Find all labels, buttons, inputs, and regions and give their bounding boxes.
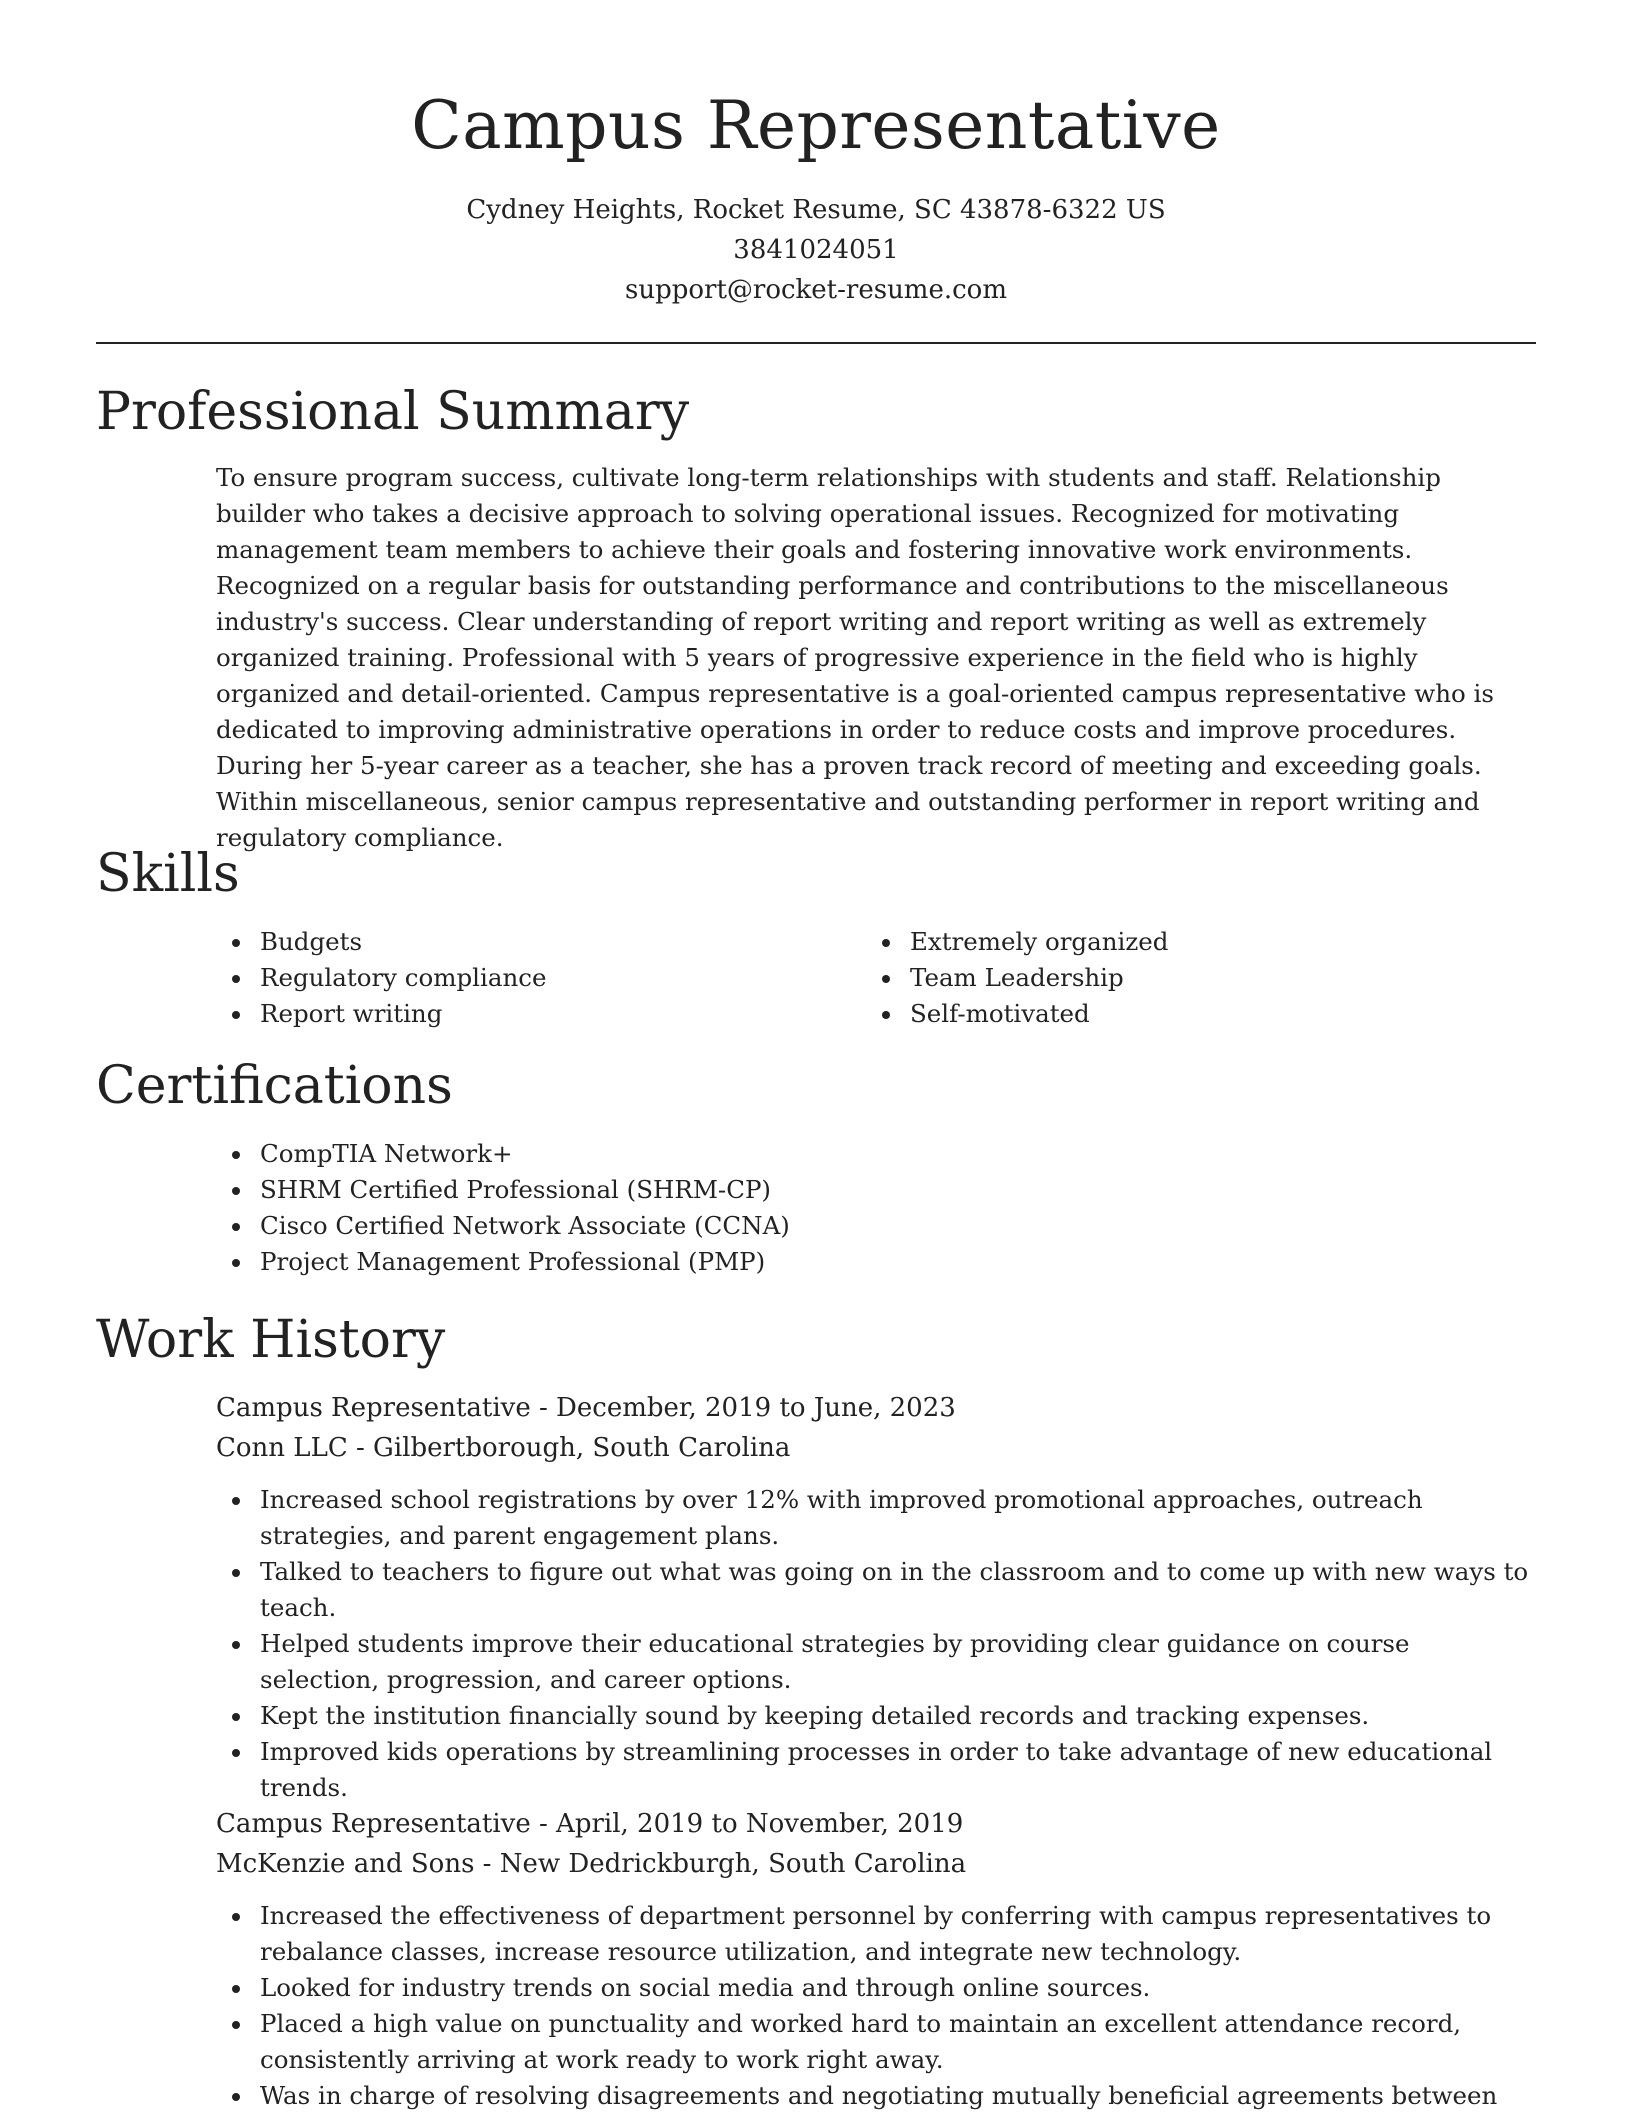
skill-item: Regulatory compliance: [216, 960, 856, 996]
job-duty-item: Helped students improve their educational strategies by providing clear guidance on course selection, progression, and career options.: [216, 1626, 1536, 1698]
contact-address: Cydney Heights, Rocket Resume, SC 43878-6322 US: [466, 195, 1166, 225]
job-company: McKenzie and Sons: [216, 1849, 475, 1879]
contact-block: [96, 190, 1536, 310]
job-duty-item: Talked to teachers to figure out what was going on in the classroom and to come up with new ways to teach.: [216, 1554, 1536, 1626]
job-duty-item: Placed a high value on punctuality and worked hard to maintain an excellent attendance record, consistently arriving at work ready to work right away.: [216, 2006, 1536, 2078]
contact-email: support@rocket-resume.com: [624, 275, 1007, 305]
job-duty-item: Increased school registrations by over 12% with improved promotional approaches, outreach strategies, and parent engagement plans.: [216, 1482, 1536, 1554]
job-title-line: [216, 1388, 1536, 1428]
contact-phone: 3841024051: [733, 235, 899, 265]
job-duties-list: [216, 1898, 1536, 2114]
certification-item: CompTIA Network+: [216, 1136, 1536, 1172]
candidate-name: Campus Representative: [411, 87, 1221, 164]
job-title-line: [216, 1804, 1536, 1844]
header-divider: [96, 342, 1536, 344]
job-duty-item: Increased the effectiveness of department personnel by conferring with campus representatives to rebalance classes, increase resource utilization, and integrate new technology.: [216, 1898, 1536, 1970]
skill-item: Self-motivated: [866, 996, 1506, 1032]
job-duty-item: Improved kids operations by streamlining processes in order to take advantage of new educational trends.: [216, 1734, 1536, 1806]
skill-item: Budgets: [216, 924, 856, 960]
skill-item: Extremely organized: [866, 924, 1506, 960]
job-company-line: [216, 1844, 1536, 1884]
certifications-heading: Certifications: [96, 1056, 453, 1116]
job-location: - Gilbertborough, South Carolina: [347, 1433, 791, 1463]
job-location: - New Dedrickburgh, South Carolina: [474, 1849, 967, 1879]
skills-heading: Skills: [96, 844, 240, 904]
summary-heading: Professional Summary: [96, 382, 690, 442]
job-role: Campus Representative: [216, 1393, 531, 1423]
job-duty-item: Looked for industry trends on social media and through online sources.: [216, 1970, 1536, 2006]
certification-item: Project Management Professional (PMP): [216, 1244, 1536, 1280]
certification-item: SHRM Certified Professional (SHRM-CP): [216, 1172, 1536, 1208]
skill-item: Team Leadership: [866, 960, 1506, 996]
certification-item: Cisco Certified Network Associate (CCNA): [216, 1208, 1536, 1244]
job-duty-item: Was in charge of resolving disagreements and negotiating mutually beneficial agreements between: [216, 2078, 1536, 2114]
job-dates: - April, 2019 to November, 2019: [530, 1809, 964, 1839]
job-duties-list: [216, 1482, 1536, 1806]
certifications-list: [216, 1136, 1536, 1280]
summary-text: To ensure program success, cultivate long-term relationships with students and staff. Relationship builder who takes a decisive approach to solving operational issues. Recognized for motivating management team members to achieve their goals and fostering innovative work environments. Recognized on a regular basis for outstanding performance and contributions to the miscellaneous industry's success. Clear understanding of report writing and report writing as well as extremely organized training. Professional with 5 years of progressive experience in the field who is highly organized and detail-oriented. Campus representative is a goal-oriented campus representative who is dedicated to improving administrative operations in order to reduce costs and improve procedures. During her 5-year career as a teacher, she has a proven track record of meeting and exceeding goals. Within miscellaneous, senior campus representative and outstanding performer in report writing and regulatory compliance.: [216, 463, 1494, 852]
job-company-line: [216, 1428, 1536, 1468]
job-dates: - December, 2019 to June, 2023: [530, 1393, 956, 1423]
job-duty-item: Kept the institution financially sound by keeping detailed records and tracking expenses.: [216, 1698, 1536, 1734]
skills-list-right: [866, 924, 1506, 1032]
job-company: Conn LLC: [216, 1433, 348, 1463]
work-history-heading: Work History: [96, 1310, 446, 1370]
skills-list-left: [216, 924, 856, 1032]
job-role: Campus Representative: [216, 1809, 531, 1839]
skill-item: Report writing: [216, 996, 856, 1032]
